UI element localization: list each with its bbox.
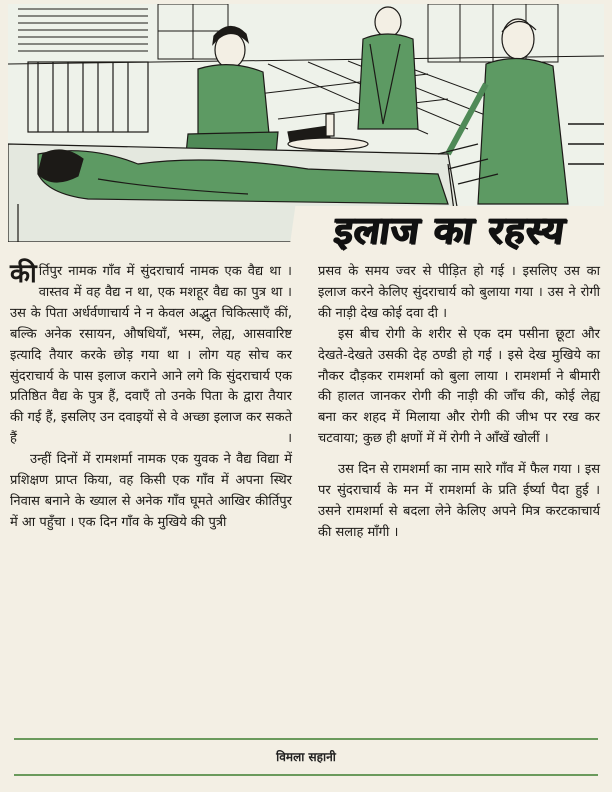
author-byline: विमला सहानी <box>276 750 336 764</box>
story-title: इलाज का रहस्य <box>289 206 612 254</box>
left-column <box>10 259 292 534</box>
paragraph: उन्हीं दिनों में रामशर्मा नामक एक युवक ने वैद्य विद्या में प्रशिक्षण प्राप्त किया, वह किसी एक गाँव में अपना स्थिर निवास बनाने के ख्याल से अनेक गाँव घूमते आखिर कीर्तिपुर में आ पहुँचा । एक दिन गाँव के मुखिये की पुत्री <box>10 452 292 530</box>
paragraph-text: र्तिपुर नामक गाँव में सुंदराचार्य नामक एक वैद्य था । वास्तव में वह वैद्य न था, एक मशहूर वैद्य का पुत्र था । उस के पिता अर्धर्वणाचार्य ने न केवल अद्भुत चिकित्साएँ कीं, बल्कि अनेक रसायन, औषधियाँ, भस्म, लेह्य, आसवारिष्ट इत्यादि तैयार करके छोड़ गया था । लोग यह सोच कर सुंदराचार्य के पास इलाज कराने आने लगे कि सुंदराचार्य एक प्रतिष्ठित वैद्य के पुत्र हैं, दवाएँ तो उनके पिता के द्वारा तैयार की गई हैं, इसलिए उन दवाइयों से वे अच्छा इलाज कर सकते हैं । <box>10 264 292 447</box>
paragraph: इस बीच रोगी के शरीर से एक दम पसीना छूटा और देखते-देखते उसकी देह ठण्डी हो गई । इसे देख मुखिये का नौकर दौड़कर रामशर्मा को बुला लाया । रामशर्मा ने बीमारी की हालत जानकर रोगी की नाड़ी की जाँच की, कोई लेह्य बना कर शहद में मिलाया और रोगी की जीभ पर रख कर चटवाया; कुछ ही क्षणों में में रोगी ने आँखें खोलीं । <box>318 326 600 447</box>
drop-cap: की <box>10 259 37 289</box>
right-column <box>318 262 600 544</box>
paragraph <box>10 259 292 450</box>
footer-rule-top <box>14 738 598 740</box>
paragraph: उस दिन से रामशर्मा का नाम सारे गाँव में फैल गया । इस पर सुंदराचार्य के मन में रामशर्मा के प्रति ईर्ष्या पैदा हुई । उसने रामशर्मा से बदला लेने केलिए अपने मित्र करटकाचार्य की सलाह माँगी । <box>318 462 600 540</box>
footer-rule-bottom <box>14 774 598 776</box>
paragraph: प्रसव के समय ज्वर से पीड़ित हो गई । इसलिए उस का इलाज करने केलिए सुंदराचार्य को बुलाया गया । उस ने रोगी की नाड़ी देख कोई दवा दी । <box>318 264 600 321</box>
